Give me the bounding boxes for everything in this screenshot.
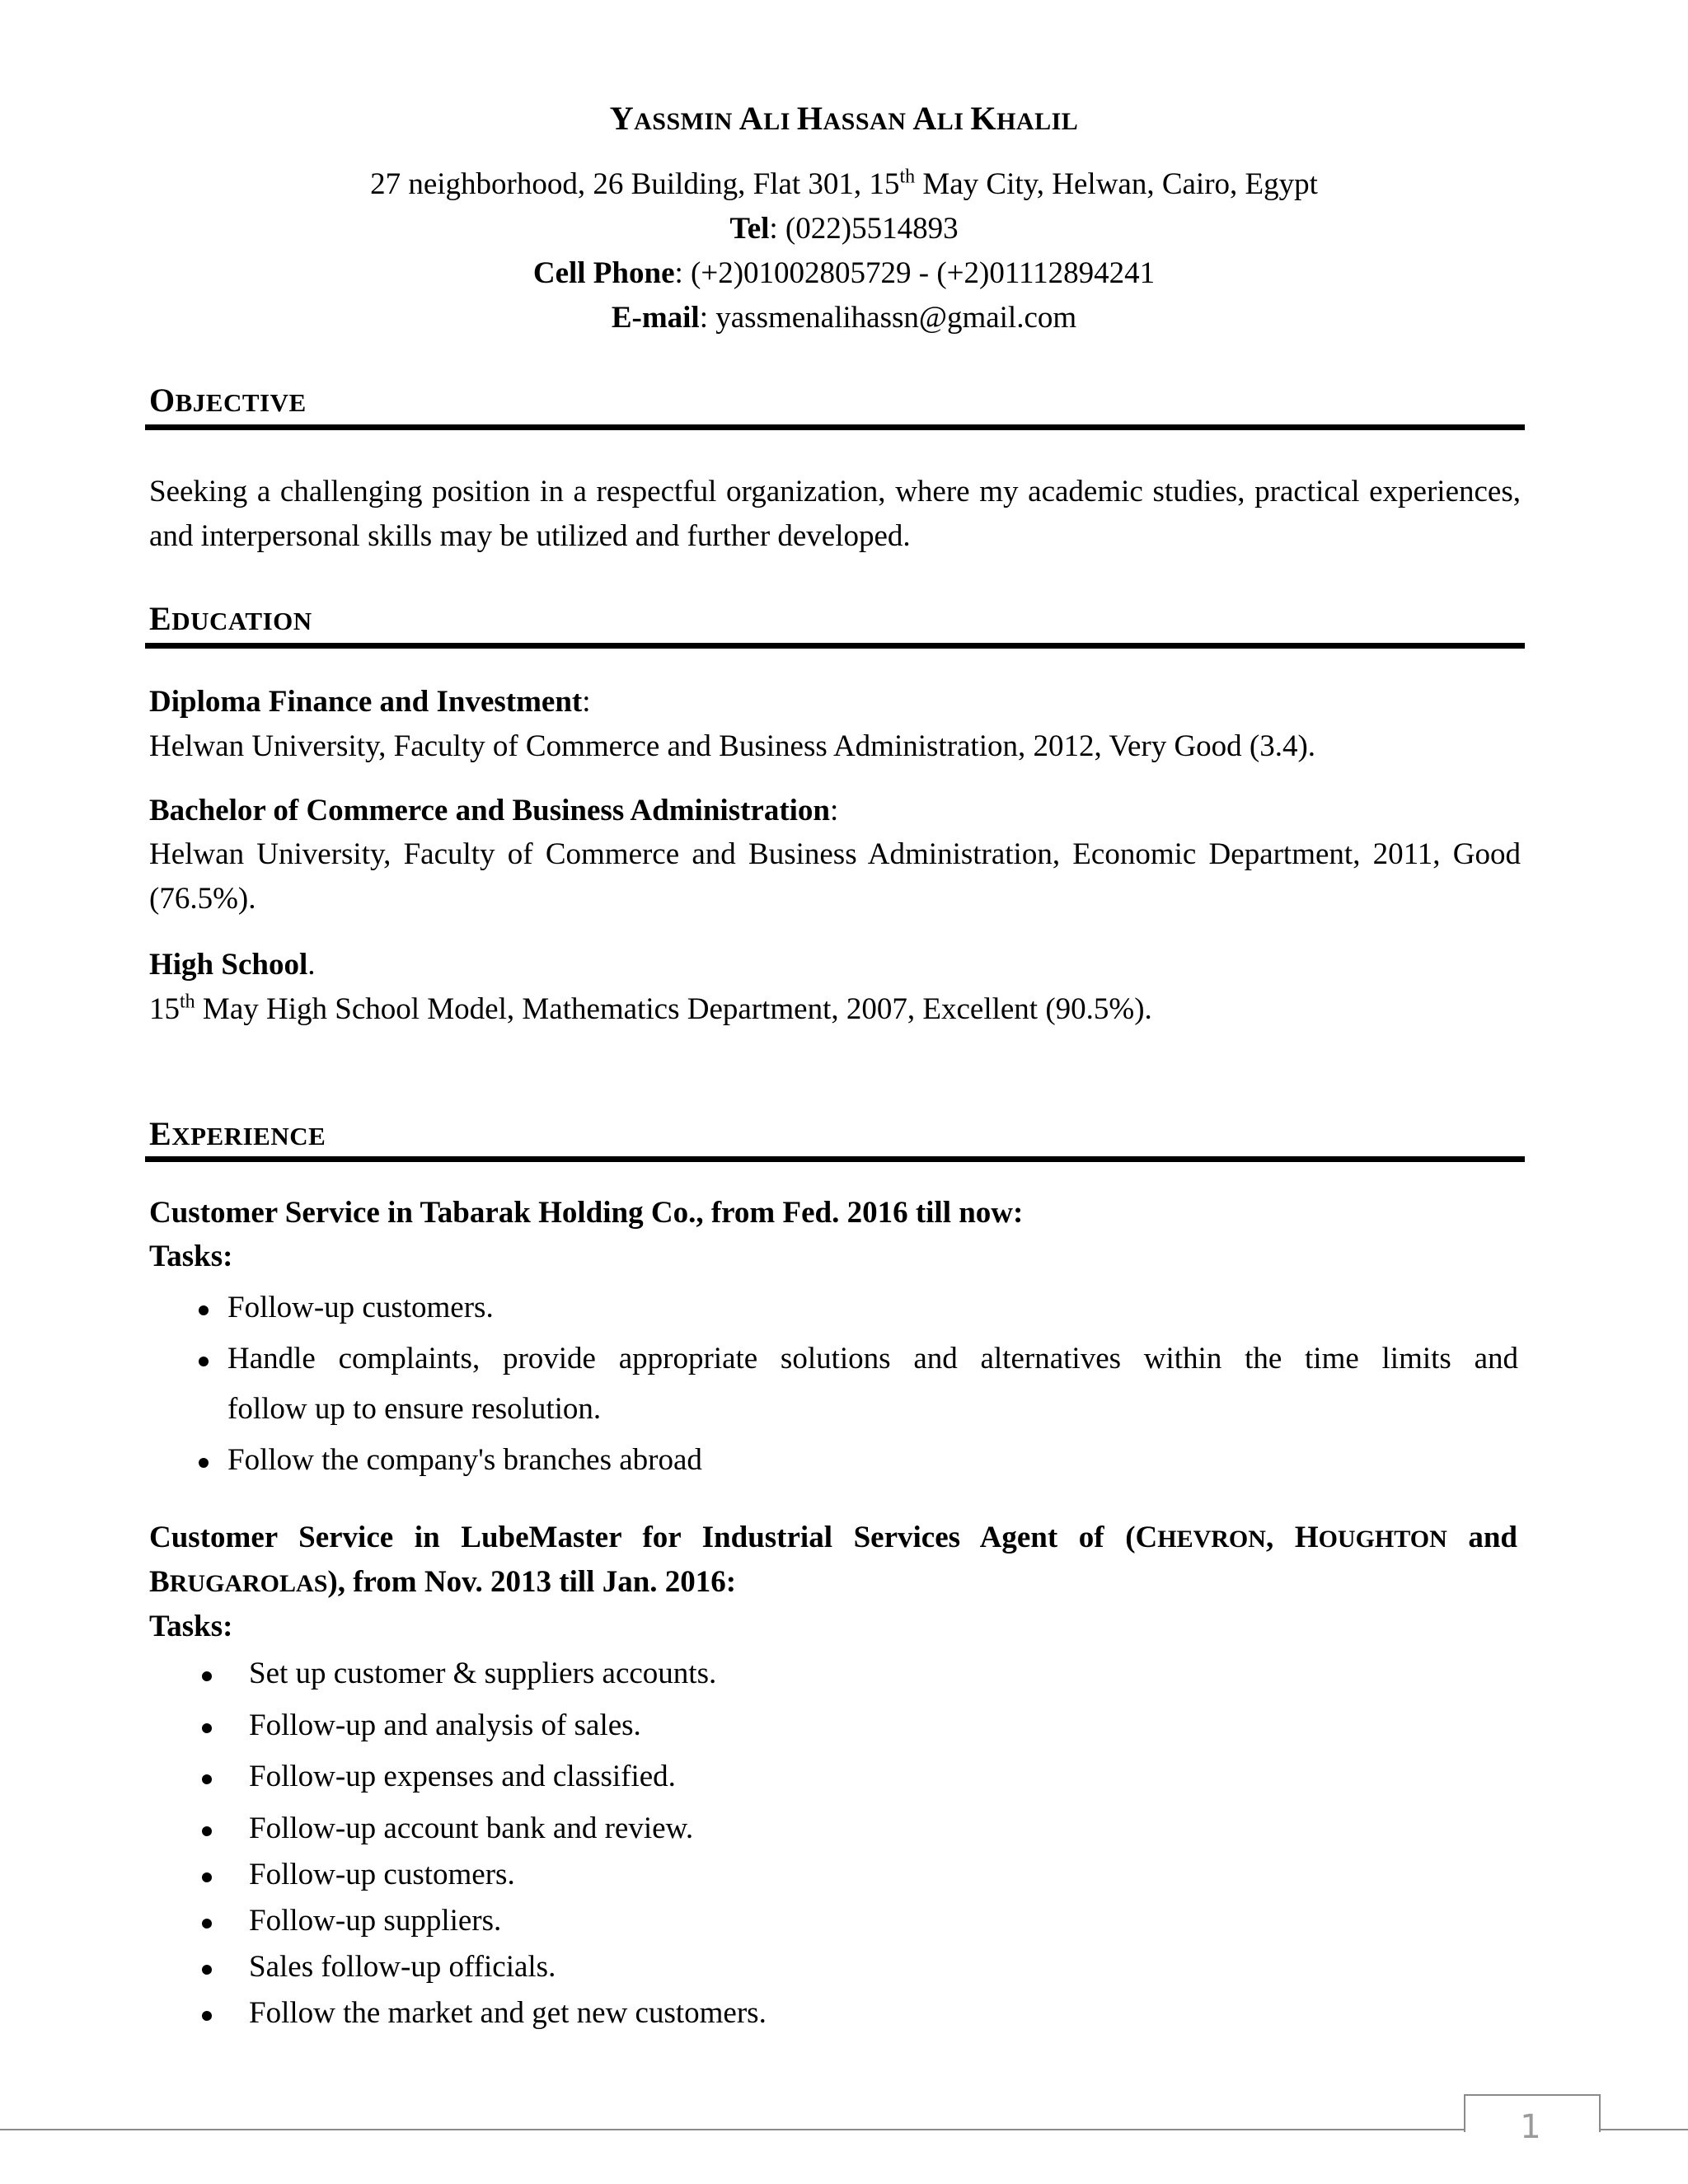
bullet-icon (202, 1965, 212, 1975)
bullet-icon (202, 1774, 212, 1784)
high-school-detail: 15th May High School Model, Mathematics Department, 2007, Excellent (90.5%). (149, 991, 1152, 1026)
objective-rule (145, 424, 1525, 430)
email-line: E-mail: yassmenalihassn@gmail.com (611, 301, 1077, 335)
job1-task: Follow-up customers. (227, 1291, 494, 1324)
cell-phone-line: Cell Phone: (+2)01002805729 - (+2)01112894241 (532, 256, 1156, 290)
address-line: 27 neighborhood, 26 Building, Flat 301, 15th May City, Helwan, Cairo, Egypt (370, 166, 1318, 201)
job1-task: Handle complaints, provide appropriate solutions and alternatives within the time limits and (227, 1342, 1518, 1376)
job2-task: Follow-up account bank and review. (249, 1811, 694, 1845)
experience-heading: EXPERIENCE (149, 1115, 326, 1152)
bullet-icon (199, 1357, 209, 1366)
diploma-detail: Helwan University, Faculty of Commerce and Business Administration, 2012, Very Good (3.4). (149, 729, 1316, 763)
job2-task: Set up customer & suppliers accounts. (249, 1657, 717, 1690)
page-number: 1 (1520, 2108, 1541, 2146)
diploma-title: Diploma Finance and Investment: (149, 685, 591, 719)
job1-task-continued: follow up to ensure resolution. (227, 1392, 602, 1426)
bullet-icon (202, 1919, 212, 1929)
footer-line (0, 2129, 1688, 2130)
job2-task: Sales follow-up officials. (249, 1950, 556, 1984)
applicant-name: YASSMIN ALI HASSAN ALI KHALIL (609, 100, 1079, 137)
job2-task: Follow-up expenses and classified. (249, 1760, 676, 1793)
bullet-icon (202, 1826, 212, 1836)
bullet-icon (202, 2011, 212, 2021)
bachelor-detail: Helwan University, Faculty of Commerce and Business Administration, Economic Department, 2011, Good (76.5%). (149, 837, 1521, 916)
bullet-icon (202, 1671, 212, 1681)
job1-title: Customer Service in Tabarak Holding Co., from Fed. 2016 till now: (149, 1196, 1024, 1230)
objective-heading: OBJECTIVE (149, 382, 307, 419)
job2-task: Follow-up customers. (249, 1858, 515, 1891)
job2-tasks-label: Tasks: (149, 1610, 233, 1643)
tel-line: Tel: (022)5514893 (729, 212, 959, 246)
bullet-icon (202, 1872, 212, 1882)
high-school-title: High School. (149, 948, 316, 982)
job1-tasks-label: Tasks: (149, 1240, 233, 1273)
job1-task: Follow the company's branches abroad (227, 1443, 702, 1477)
education-rule (145, 643, 1525, 649)
job2-task: Follow-up suppliers. (249, 1904, 502, 1938)
experience-rule (145, 1156, 1525, 1162)
objective-text: Seeking a challenging position in a respectful organization, where my academic studies, practical experiences, and interpersonal skills may be utilized and further developed. (149, 475, 1521, 553)
bullet-icon (199, 1305, 209, 1315)
job2-task: Follow-up and analysis of sales. (249, 1708, 641, 1742)
job2-task: Follow the market and get new customers. (249, 1996, 767, 2030)
bullet-icon (199, 1458, 209, 1468)
job2-title-line2: BRUGAROLAS), from Nov. 2013 till Jan. 2016: (149, 1565, 737, 1599)
bullet-icon (202, 1723, 212, 1733)
education-heading: EDUCATION (149, 600, 312, 637)
job2-title-line1: Customer Service in LubeMaster for Industrial Services Agent of (CHEVRON, HOUGHTON and (149, 1521, 1518, 1554)
bachelor-title: Bachelor of Commerce and Business Administration: (149, 794, 839, 827)
